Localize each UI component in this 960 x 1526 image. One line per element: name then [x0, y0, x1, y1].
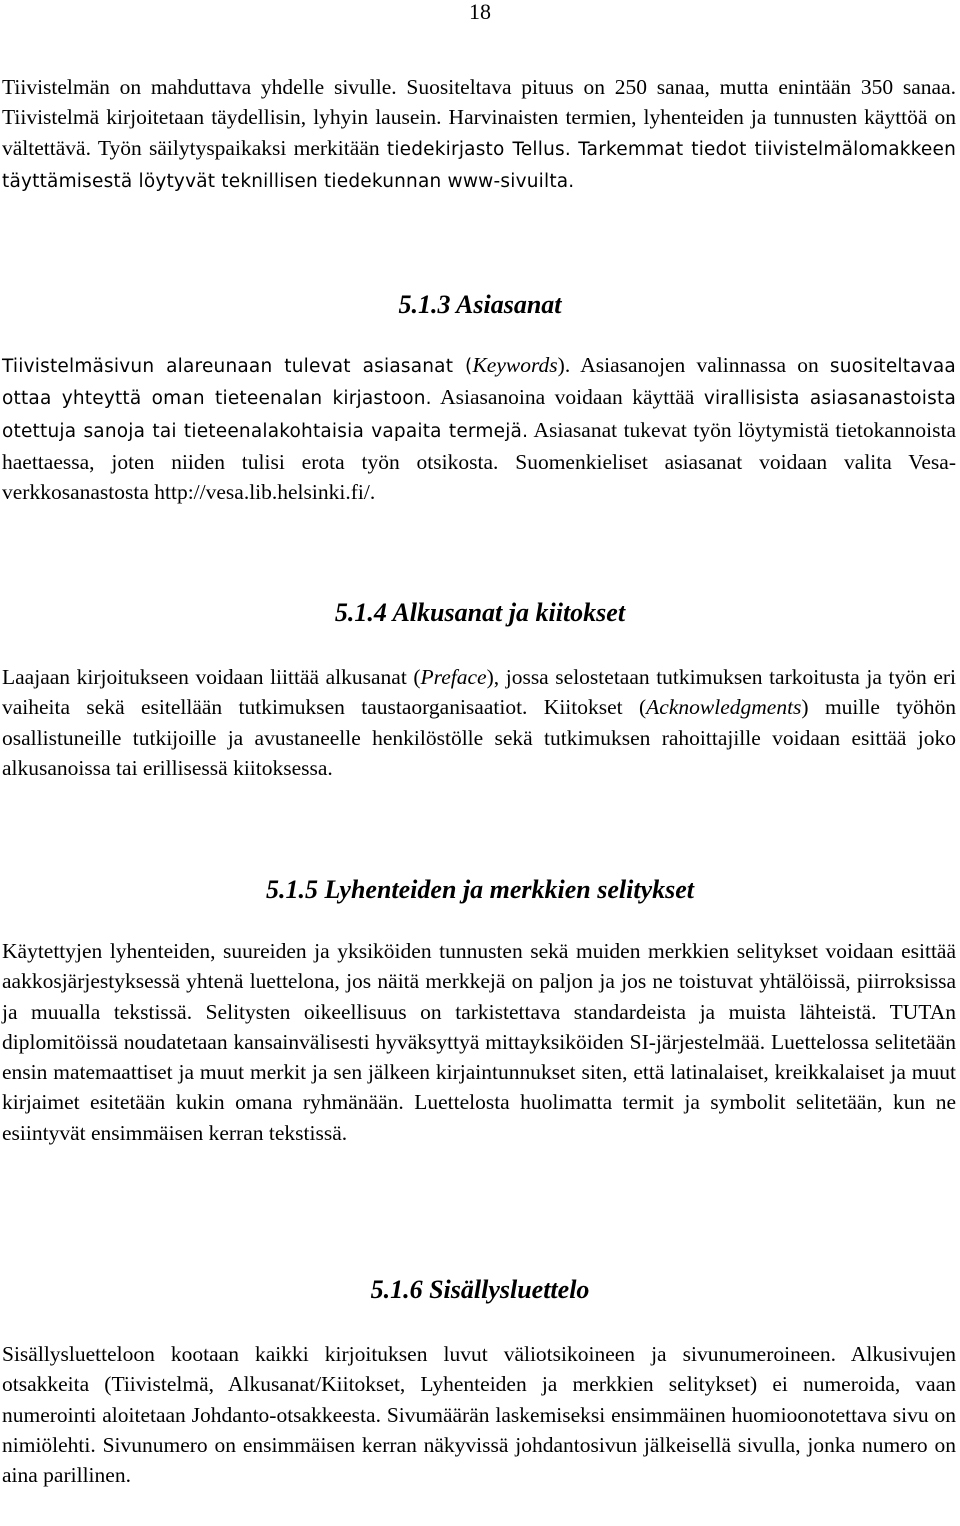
alkusanat-acknowledgments-term: Acknowledgments	[646, 695, 802, 720]
intro-text-part3: Tarkemmat tiedot tiivistelmälomakkeen täyttämisestä löytyvät teknillisen tiedekunnan www-sivuilta.	[2, 138, 957, 192]
section-paragraph-asiasanat	[2, 350, 956, 507]
page-number: 18	[469, 0, 491, 24]
alkusanat-preface-term: Preface	[420, 665, 487, 689]
intro-text-part1: Tiivistelmän on mahduttava yhdelle sivulle. Suositeltava pituus on 250 sanaa, mutta enintään 350 sanaa. Tiivistelmä kirjoitetaan täydellisin, lyhyin lausein. Harvinaisten termien, lyhenteiden ja tunnusten käyttöä on vältettävä. Työn säilytyspaikaksi merkitään	[2, 75, 956, 160]
section-heading-asiasanat: 5.1.3 Asiasanat	[398, 290, 562, 319]
asiasanat-text-c: suositeltavaa ottaa yhteyttä oman tieteenalan kirjastoon.	[2, 356, 956, 410]
alkusanat-text-c: ) muille työhön osallistuneille tutkijoille ja avustaneelle henkilöstölle sekä tutkimuksen rahoittajille voidaan esittää joko alkusanoissa tai erillisessä kiitoksessa.	[2, 695, 956, 780]
alkusanat-text-a: Laajaan kirjoitukseen voidaan liittää alkusanat (	[2, 665, 421, 689]
asiasanat-text-a-end: ).	[557, 353, 571, 377]
asiasanat-text-b: Asiasanojen valinnassa on	[580, 353, 819, 377]
section-paragraph-alkusanat	[2, 662, 956, 783]
section-heading-alkusanat: 5.1.4 Alkusanat ja kiitokset	[334, 598, 626, 627]
lyhenteet-text: Käytettyjen lyhenteiden, suureiden ja yksiköiden tunnusten sekä muiden merkkien selitykset voidaan esittää aakkosjärjestyksessä yhtenä luettelona, jos näitä merkkejä on paljon ja jos ne toistuvat yhtälöissä, piirroksissa ja muualla tekstissä. Selitysten oikeellisuus on tarkistettava standardeista ja muista lähteistä. TUTAn diplomitöissä noudatetaan kansainvälisesti hyväksyttyä mittayksiköiden SI-järjestelmää. Luettelossa selitetään ensin matemaattiset ja muut merkit ja sen jälkeen kirjaintunnukset siten, että latinalaiset, kreikkalaiset ja muut kirjaimet esitetään kukin omana ryhmänään. Luettelosta huolimatta termit ja symbolit selitetään, kun ne esiintyvät ensimmäisen kerran tekstissä.	[2, 939, 956, 1145]
alkusanat-text-b: ), jossa selostetaan tutkimuksen tarkoitusta ja työn eri vaiheita sekä esitellään tutkimuksen taustaorganisaatiot. Kiitokset (	[2, 665, 956, 720]
asiasanat-keywords-term: Keywords	[472, 353, 558, 377]
section-heading-lyhenteet: 5.1.5 Lyhenteiden ja merkkien selitykset	[266, 875, 694, 904]
section-paragraph-sisallysluettelo	[2, 1339, 956, 1490]
intro-paragraph	[2, 72, 956, 197]
intro-text-part2: tiedekirjasto Tellus.	[386, 138, 571, 160]
sisallysluettelo-text: Sisällysluetteloon kootaan kaikki kirjoituksen luvut väliotsikoineen ja sivunumeroineen. Alkusivujen otsakkeita (Tiivistelmä, Alkusanat/Kiitokset, Lyhenteiden ja merkkien selitykset) ei numeroida, vaan numerointi aloitetaan Johdanto-otsakkeesta. Sivumäärän laskemiseksi ensimmäinen huomioonotettava sivu on nimiölehti. Sivunumero on ensimmäisen kerran näkyvissä johdantosivun jälkeisellä sivulla, jonka numero on aina parillinen.	[2, 1342, 956, 1488]
asiasanat-text-d: Asiasanoina voidaan käyttää	[440, 385, 695, 410]
section-paragraph-lyhenteet	[2, 936, 956, 1148]
asiasanat-text-e: virallisista asiasanastoista otettuja sanoja tai tieteenalakohtaisia vapaita termejä.	[2, 388, 956, 442]
asiasanat-text-f: Asiasanat tukevat työn löytymistä tietokannoista haettaessa, joten niiden tulisi erota työn otsikosta.	[2, 417, 956, 474]
section-heading-sisallysluettelo: 5.1.6 Sisällysluettelo	[370, 1275, 590, 1304]
asiasanat-text-a: Tiivistelmäsivun alareunaan tulevat asiasanat (	[2, 356, 473, 377]
asiasanat-text-g: Suomenkieliset asiasanat voidaan valita Vesa-verkkosanastosta http://vesa.lib.helsinki.fi/.	[2, 449, 957, 505]
